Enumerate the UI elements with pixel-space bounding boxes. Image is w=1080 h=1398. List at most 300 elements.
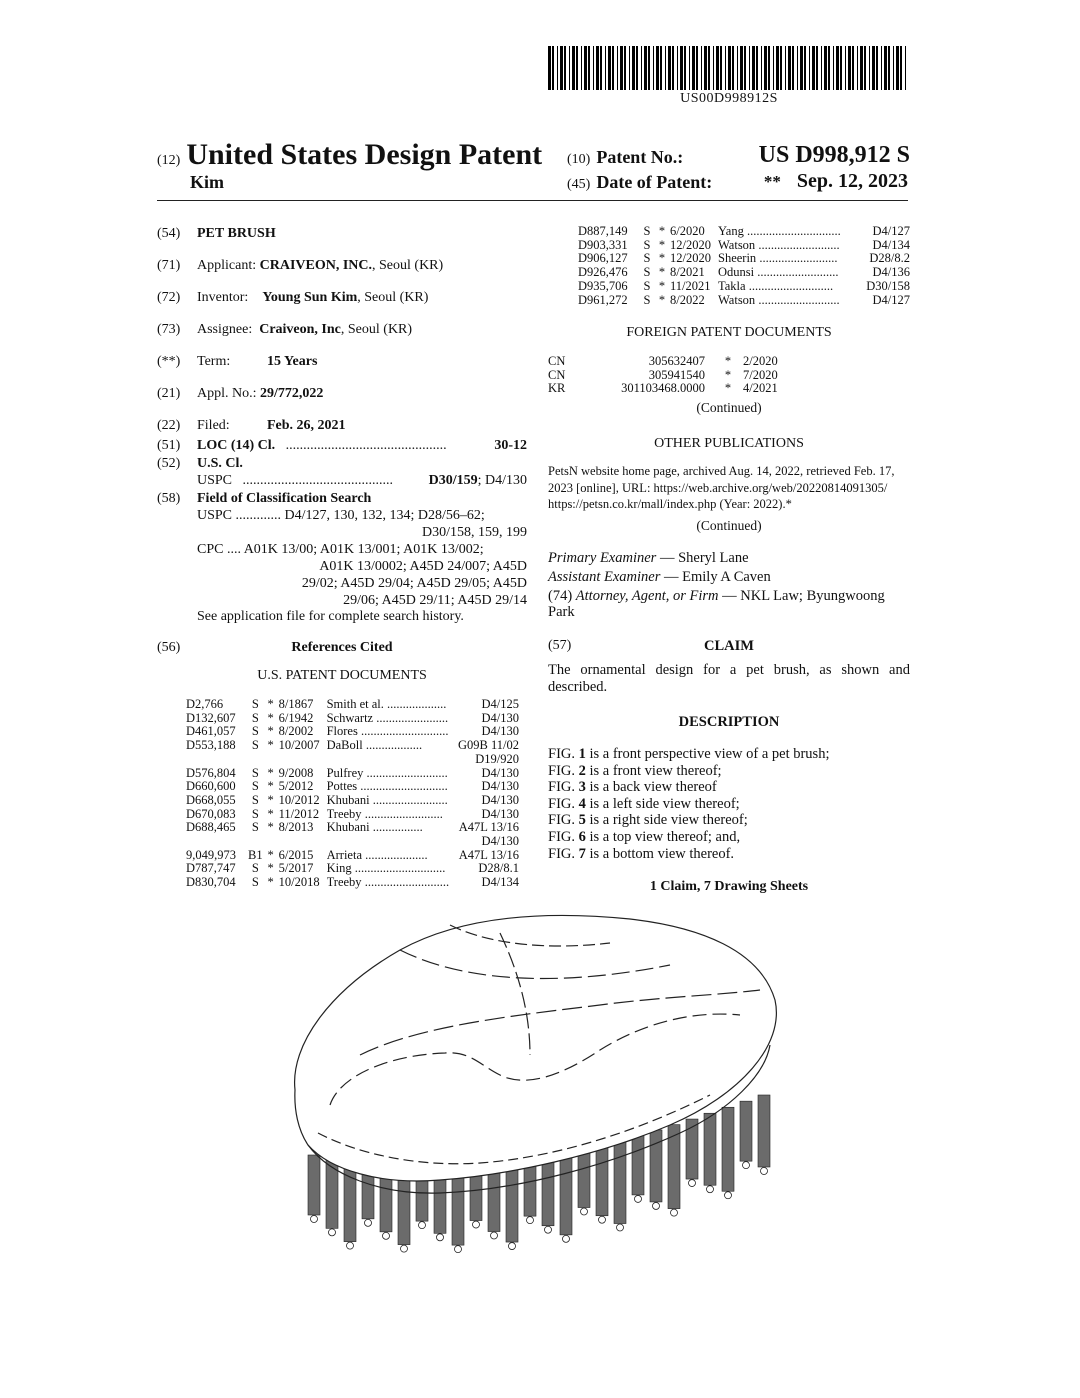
us-references-table <box>186 698 519 890</box>
barcode-bar <box>617 46 618 90</box>
barcode-bar <box>881 46 882 90</box>
uscl-label: U.S. Cl. <box>197 456 243 471</box>
ref-name <box>327 698 458 712</box>
ref-kind: S <box>643 251 651 266</box>
foreign-date: 2/2020 <box>743 354 778 368</box>
ref-number: D887,149 <box>578 224 628 238</box>
reference-row <box>578 239 910 253</box>
primary-examiner <box>548 550 910 567</box>
ref-kind: S <box>251 765 259 780</box>
barcode-bar <box>740 46 743 90</box>
ref-star: * <box>267 861 274 876</box>
ref-date: 5/2012 <box>278 779 314 794</box>
ref-kind: S <box>251 710 259 725</box>
date-value: Sep. 12, 2023 <box>796 170 908 192</box>
date-code: (45) <box>567 177 591 192</box>
field-code: (58) <box>157 491 181 506</box>
ref-date: 11/2012 <box>278 806 320 821</box>
barcode <box>548 46 910 90</box>
barcode-number: US00D998912S <box>680 91 778 106</box>
assistant-examiner-name: — Emily A Caven <box>660 569 771 585</box>
barcode-bar <box>569 46 570 90</box>
assignee-label: Assignee: <box>197 322 253 337</box>
foreign-date: 7/2020 <box>743 367 778 382</box>
uspc-main-class: D30/159 <box>428 473 478 488</box>
applicant-code: (71) <box>157 258 181 273</box>
barcode-bar <box>833 46 834 90</box>
barcode-bar <box>756 46 758 90</box>
ref-kind: S <box>251 792 259 807</box>
bristle-tip <box>689 1180 696 1187</box>
assignee-code: (73) <box>157 322 181 337</box>
ref-number: D132,607 <box>186 710 236 725</box>
bristle-tip <box>617 1224 624 1231</box>
ref-leader-dots: ....................... <box>376 711 449 725</box>
bristle <box>308 1155 320 1215</box>
barcode-bar <box>884 46 887 90</box>
ref-kind: S <box>251 806 259 821</box>
assignee-location: , Seoul (KR) <box>340 322 413 337</box>
reference-row <box>186 808 519 822</box>
bristle <box>686 1119 698 1179</box>
inventor-location: , Seoul (KR) <box>357 290 429 305</box>
barcode-bar <box>905 46 906 90</box>
ref-number: D2,766 <box>186 697 224 711</box>
ref-name-text: Pulfrey <box>326 766 364 780</box>
ref-name-text: Sheerin <box>718 252 757 266</box>
ref-leader-dots: .................... <box>365 848 428 862</box>
barcode-bar <box>576 46 578 90</box>
assistant-examiner-label: Assistant Examiner <box>548 569 661 585</box>
field-cpc <box>157 542 527 610</box>
ref-kind: S <box>251 738 259 753</box>
ref-name <box>327 876 458 890</box>
ref-leader-dots: .............................. <box>746 225 841 238</box>
bristle-tip <box>455 1246 462 1253</box>
barcode-bar <box>672 46 674 90</box>
attorney-code: (74) <box>548 588 573 604</box>
barcode-bar <box>809 46 810 90</box>
ref-name <box>718 239 858 253</box>
bristle-tip <box>527 1217 534 1224</box>
barcode-bar <box>840 46 842 90</box>
reference-row <box>186 739 519 753</box>
ref-number: D903,331 <box>578 237 628 252</box>
ref-name-text: Khubani <box>326 821 370 835</box>
ref-date: 12/2020 <box>670 251 711 266</box>
barcode-bar <box>636 46 638 90</box>
bristle <box>596 1144 608 1216</box>
bristle-tip <box>473 1221 480 1228</box>
ref-number: D553,188 <box>186 738 236 753</box>
ref-name-text: Khubani <box>326 793 370 807</box>
other-publication-text: PetsN website home page, archived Aug. 14, 2022, retrieved Feb. 17, 2023 [online], URL: https://web.archive.org/web/20220814091305/ https://petsn.co.kr/mall/index.php (Year: 2022).* <box>548 464 895 511</box>
assignee-name: Craiveon, Inc <box>259 322 341 337</box>
foreign-country: CN <box>548 367 566 382</box>
ref-class: D4/134 <box>481 875 519 890</box>
cpc-line-4: 29/06; A45D 29/11; A45D 29/14 <box>343 593 527 608</box>
ref-star: * <box>658 292 666 307</box>
ref-date: 8/2002 <box>278 724 314 739</box>
barcode-bar <box>785 46 786 90</box>
ref-name-text: Pottes <box>326 780 358 794</box>
ref-name <box>327 862 458 876</box>
barcode-bar <box>728 46 731 90</box>
barcode-bar <box>792 46 794 90</box>
ref-leader-dots: ........................ <box>372 793 448 807</box>
ref-number: D787,747 <box>186 861 236 876</box>
filed-label: Filed: <box>197 418 230 433</box>
bib-title <box>157 226 527 244</box>
ref-star: * <box>267 724 274 739</box>
bristle-tip <box>365 1219 372 1226</box>
barcode-bar <box>596 46 599 90</box>
patent-number-code: (10) <box>567 152 591 167</box>
reference-row <box>186 794 519 808</box>
document-title <box>157 138 542 172</box>
uspc-other-class: ; D4/130 <box>477 473 527 488</box>
fig-number: 4 <box>578 795 586 812</box>
barcode-bar <box>692 46 695 90</box>
barcode-bar <box>737 46 738 90</box>
ref-date: 10/2012 <box>278 792 320 807</box>
foreign-reference-row <box>548 382 788 396</box>
ref-class: A47L 13/16 <box>458 847 519 862</box>
reference-row <box>186 862 519 876</box>
ref-name-text: Smith et al. <box>326 698 384 711</box>
ref-class: A47L 13/16 <box>458 820 519 835</box>
patent-number-label <box>567 147 683 168</box>
bristle-tip <box>509 1243 516 1250</box>
barcode-bar <box>857 46 858 90</box>
ref-name <box>327 780 458 794</box>
claim-text: The ornamental design for a pet brush, as shown and described. <box>548 662 910 695</box>
search-history-note <box>157 609 527 627</box>
ref-star: * <box>267 710 274 725</box>
barcode-bar <box>648 46 650 90</box>
inventor-name: Young Sun Kim <box>262 290 358 305</box>
reference-row <box>186 821 519 835</box>
barcode-bar <box>629 46 630 90</box>
ref-name-text: Watson <box>718 293 756 307</box>
ref-name-text: Schwartz <box>326 711 374 725</box>
fig-caption: is a front view thereof; <box>585 762 722 779</box>
foreign-star: * <box>724 367 732 382</box>
foreign-continued: (Continued) <box>696 400 762 415</box>
ref-number: D670,083 <box>186 806 236 821</box>
patent-number: US D998,912 S <box>758 142 910 168</box>
ref-leader-dots: .......................... <box>758 238 840 252</box>
bib-title-text: PET BRUSH <box>197 226 276 241</box>
barcode-bar <box>864 46 866 90</box>
ref-star: * <box>658 278 666 293</box>
barcode-bar <box>660 46 662 90</box>
barcode-bar <box>620 46 623 90</box>
ref-date: 12/2020 <box>670 237 711 252</box>
bib-inventor <box>157 290 527 308</box>
fig-prefix: FIG. <box>548 779 579 796</box>
claim-heading: CLAIM <box>704 638 754 654</box>
appl-value: 29/772,022 <box>260 386 324 401</box>
ref-star: * <box>267 697 274 711</box>
ref-class: D4/125 <box>481 697 519 711</box>
barcode-bar <box>653 46 654 90</box>
foreign-num: 305941540 <box>648 367 705 382</box>
inventor-surname: Kim <box>190 172 224 192</box>
ref-date: 5/2017 <box>278 861 314 876</box>
barcode-bar <box>665 46 666 90</box>
us-patent-docs-heading: U.S. PATENT DOCUMENTS <box>257 668 427 683</box>
ref-number: D576,804 <box>186 765 236 780</box>
term-label: Term: <box>197 354 231 369</box>
ref-name <box>327 739 458 753</box>
barcode-bar <box>624 46 626 90</box>
ref-date <box>279 753 327 767</box>
ref-date: 8/2021 <box>670 265 705 280</box>
barcode-bar <box>860 46 863 90</box>
bristle-tip <box>761 1168 768 1175</box>
reference-row <box>186 835 519 849</box>
barcode-bar <box>852 46 854 90</box>
fig-number: 2 <box>578 762 586 779</box>
fig-number: 7 <box>578 845 586 862</box>
bristle-tip <box>437 1234 444 1241</box>
barcode-bar <box>732 46 734 90</box>
ref-name-text: King <box>326 862 352 876</box>
ref-date: 6/2020 <box>670 224 705 238</box>
barcode-bar <box>744 46 746 90</box>
barcode-bar <box>845 46 846 90</box>
header-rule <box>157 200 908 201</box>
bristle <box>758 1095 770 1167</box>
ref-kind: S <box>643 237 651 252</box>
ref-class: D4/127 <box>872 292 910 307</box>
title-text: United States Design Patent <box>186 138 543 171</box>
bristle <box>614 1140 626 1224</box>
ref-kind: S <box>251 697 259 711</box>
barcode-bar <box>677 46 678 90</box>
bristle-tip <box>383 1232 390 1239</box>
barcode-bar <box>564 46 566 90</box>
ref-name-text: Treeby <box>326 876 362 890</box>
barcode-bar <box>684 46 686 90</box>
barcode-bar <box>780 46 782 90</box>
ref-number: D935,706 <box>578 278 628 293</box>
barcode-bar <box>764 46 767 90</box>
ref-date: 9/2008 <box>278 765 314 780</box>
barcode-bar <box>900 46 902 90</box>
foreign-num: 305632407 <box>648 354 705 368</box>
ref-star: * <box>267 875 274 890</box>
ref-star <box>263 753 279 767</box>
ref-name <box>327 725 458 739</box>
foreign-references-table <box>548 355 788 396</box>
barcode-bar <box>641 46 642 90</box>
reference-row <box>186 725 519 739</box>
ref-kind: S <box>251 779 259 794</box>
fig-caption: is a front perspective view of a pet brush; <box>585 746 830 762</box>
reference-row <box>186 780 519 794</box>
bristle-tip <box>563 1235 570 1242</box>
barcode-bar <box>720 46 722 90</box>
ref-star: * <box>658 251 666 266</box>
fig-prefix: FIG. <box>548 845 579 862</box>
bib-term <box>157 354 527 372</box>
barcode-bar <box>869 46 870 90</box>
ref-kind: S <box>251 875 259 890</box>
ref-name <box>718 294 858 308</box>
barcode-bar <box>812 46 815 90</box>
ref-name <box>718 280 858 294</box>
ref-number: D660,600 <box>186 779 236 794</box>
ref-number <box>186 753 248 767</box>
bib-title-code: (54) <box>157 226 181 241</box>
ref-name <box>718 225 858 239</box>
barcode-bar <box>768 46 770 90</box>
ref-number: D906,127 <box>578 251 628 266</box>
primary-examiner-label: Primary Examiner <box>548 550 657 566</box>
ref-name-text: DaBoll <box>326 739 363 753</box>
pet-brush-drawing <box>270 905 790 1305</box>
barcode-bar <box>816 46 818 90</box>
ref-class: D30/158 <box>866 278 910 293</box>
ref-class: D4/130 <box>481 834 519 849</box>
barcode-bar <box>644 46 647 90</box>
ref-kind: S <box>643 224 651 238</box>
applicant-label: Applicant: <box>197 258 257 273</box>
bristle-tip <box>401 1245 408 1252</box>
fig-caption: is a back view thereof <box>585 779 717 796</box>
claim-code: (57) <box>548 638 572 653</box>
bib-uscl <box>157 456 527 474</box>
figure-description <box>548 763 910 780</box>
description-figure-list <box>548 746 910 862</box>
title-code: (12) <box>157 153 181 168</box>
barcode-bar <box>836 46 839 90</box>
bristle-tip <box>581 1208 588 1215</box>
cpc-line-3: 29/02; A45D 29/04; A45D 29/05; A45D <box>301 576 527 591</box>
cpc-line-1: CPC .... A01K 13/00; A01K 13/001; A01K 13/002; <box>197 542 484 557</box>
fig-caption: is a left side view thereof; <box>585 795 740 812</box>
reference-row <box>578 252 910 266</box>
ref-class: D4/130 <box>481 710 519 725</box>
barcode-bar <box>560 46 563 90</box>
ref-date: 8/1867 <box>278 697 314 711</box>
foreign-country: KR <box>548 381 566 396</box>
attorney-label: Attorney, Agent, or Firm <box>575 588 719 604</box>
ref-leader-dots: ........................... <box>364 876 450 890</box>
ref-name <box>327 849 458 863</box>
ref-date: 10/2007 <box>278 738 320 753</box>
ref-kind: S <box>643 292 651 307</box>
ref-star: * <box>658 224 666 238</box>
ref-date: 8/2022 <box>670 292 705 307</box>
ref-star: * <box>267 847 274 862</box>
term-code: (**) <box>157 354 181 369</box>
barcode-bar <box>761 46 762 90</box>
fig-number: 6 <box>578 828 586 845</box>
reference-row <box>578 294 910 308</box>
description-heading: DESCRIPTION <box>678 714 780 730</box>
reference-row <box>578 266 910 280</box>
fig-number: 1 <box>578 746 586 762</box>
ref-name-text: Treeby <box>326 807 362 821</box>
ref-leader-dots: ........................... <box>748 279 834 293</box>
ref-name-text: Takla <box>718 279 746 293</box>
bristle-tip <box>653 1202 660 1209</box>
barcode-bar <box>876 46 878 90</box>
barcode-bar <box>588 46 590 90</box>
ref-class: D4/130 <box>481 806 519 821</box>
barcode-bar <box>689 46 690 90</box>
bristle <box>650 1130 662 1202</box>
inventor-label: Inventor: <box>197 290 249 305</box>
bristle-tip <box>635 1195 642 1202</box>
ref-number: D926,476 <box>578 265 628 280</box>
barcode-bar <box>557 46 558 90</box>
foreign-num: 301103468.0000 <box>621 381 705 396</box>
bib-uspc <box>157 473 527 491</box>
ref-star: * <box>267 792 274 807</box>
reference-row <box>578 280 910 294</box>
barcode-bar <box>716 46 719 90</box>
ref-name <box>718 252 858 266</box>
bristle <box>722 1107 734 1191</box>
ref-class: G09B 11/02 <box>458 738 519 753</box>
us-references-continued-table <box>578 225 910 307</box>
reference-row <box>186 767 519 781</box>
bib-assignee <box>157 322 527 340</box>
ref-leader-dots: .......................... <box>758 293 840 307</box>
ref-number: D668,055 <box>186 792 236 807</box>
ref-number <box>186 835 248 849</box>
barcode-bar <box>632 46 635 90</box>
barcode-bar <box>821 46 822 90</box>
barcode-bar <box>776 46 779 90</box>
barcode-bar <box>804 46 806 90</box>
references-cited-heading <box>157 640 527 658</box>
ref-kind: S <box>251 724 259 739</box>
ref-date <box>279 835 327 849</box>
ref-class: D4/127 <box>872 224 910 238</box>
loc-value: 30-12 <box>494 438 527 453</box>
foreign-date: 4/2021 <box>743 381 778 396</box>
patent-date <box>764 170 908 193</box>
barcode-bar <box>848 46 851 90</box>
attorney-name: — NKL Law; Byungwoong Park <box>548 588 885 620</box>
ref-name <box>327 712 458 726</box>
inventor-code: (72) <box>157 290 181 305</box>
barcode-bar <box>708 46 710 90</box>
bristle-tip <box>347 1242 354 1249</box>
barcode-bar <box>552 46 554 90</box>
refs-title: References Cited <box>291 640 393 655</box>
appl-label: Appl. No.: <box>197 386 257 401</box>
ref-leader-dots: ............................ <box>360 780 448 794</box>
fig-number: 5 <box>578 812 586 829</box>
bristle <box>704 1113 716 1185</box>
ref-number: D830,704 <box>186 875 236 890</box>
bib-appl-no <box>157 386 527 404</box>
barcode-bar <box>888 46 890 90</box>
date-label <box>567 172 712 193</box>
barcode-bar <box>584 46 587 90</box>
ref-star: * <box>267 765 274 780</box>
barcode-bar <box>600 46 602 90</box>
patent-number-label-text: Patent No.: <box>596 147 684 167</box>
ref-leader-dots: ............................. <box>354 862 446 876</box>
ref-star: * <box>267 779 274 794</box>
